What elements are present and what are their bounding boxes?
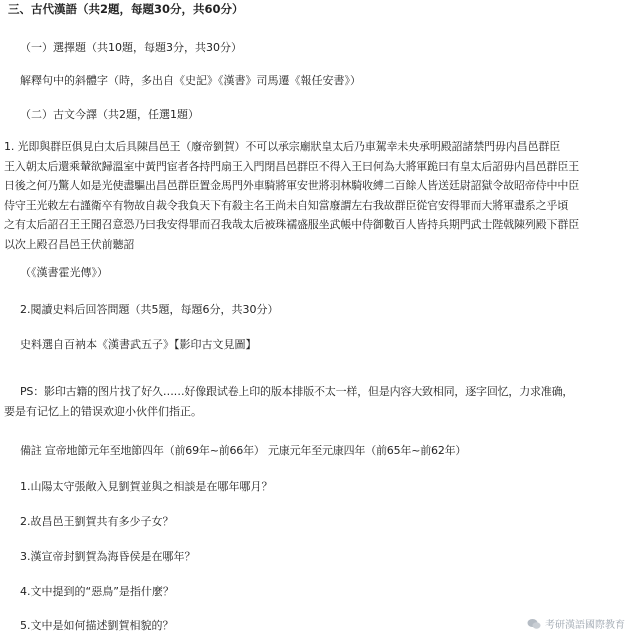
q2-source: 史料選自百衲本《漢書武五子》【影印古文見圖】	[20, 338, 257, 351]
part1-title: （一）選擇題（共10題，每題3分，共30分）	[20, 41, 242, 54]
question-5: 5.文中是如何描述劉賀相貌的？	[20, 619, 174, 632]
ps-line-1: PS：影印古籍的图片找了好久……好像跟试卷上印的版本排版不太一样，但是内容大致相同，逐字回忆，力求准确，	[20, 385, 574, 398]
watermark	[527, 616, 625, 631]
question-2: 2.故昌邑王劉賀共有多少子女？	[20, 515, 174, 528]
question-4: 4.文中提到的“惡鳥”是指什麼？	[20, 585, 174, 598]
watermark-text: 考研漢語國際教育	[545, 620, 625, 631]
passage-line: 日後之何乃驚人如是光使盡驅出昌邑群臣置金馬門外車騎將軍安世將羽林騎收縛二百餘人皆送廷尉詔獄令故昭帝侍中中臣	[4, 179, 580, 192]
passage-line: 1. 光即與群臣俱見白太后具陳昌邑王（廢帝劉賀）不可以承宗廟狀皇太后乃車駕幸未央承明殿詔諸禁門毋内昌邑群臣	[4, 140, 561, 153]
question-3: 3.漢宣帝封劉賀為海昏侯是在哪年？	[20, 550, 196, 563]
part2-title: （二）古文今譯（共2題，任選1題）	[20, 108, 199, 121]
passage-line: 王入朝太后還乘輦欲歸溫室中黃門宦者各持門扇王入門閉昌邑群臣不得入王曰何為大將軍跪曰有皇太后詔毋内昌邑群臣王	[4, 159, 580, 173]
passage-line: 侍守王光敕左右謹衛卒有物故自裁令我負天下有殺主名王尚未自知當廢謂左右我故群臣從官安得罪而大將軍盡系之乎頃	[4, 198, 569, 212]
passage-source: （《漢書霍光傳》）	[20, 266, 108, 279]
question-1: 1.山陽太守張敞入見劉賀並與之相談是在哪年哪月？	[20, 480, 273, 493]
section-heading: 三、古代漢語（共2題，每題30分，共60分）	[8, 2, 244, 16]
note: 備註 宣帝地節元年至地節四年（前69年~前66年） 元康元年至元康四年（前65年~前62年）	[20, 444, 467, 457]
q2-title: 2.閱讀史料后回答問題（共5題，每題6分，共30分）	[20, 303, 279, 316]
ps-line-2: 要是有记忆上的错误欢迎小伙伴们指正。	[4, 405, 202, 418]
wechat-icon	[527, 618, 541, 630]
passage-line: 以次上殿召昌邑王伏前聽詔	[4, 237, 135, 251]
part1-instruction: 解釋句中的斜體字（時，多出自《史記》《漢書》司馬遷《報任安書》）	[20, 74, 361, 87]
passage	[4, 137, 628, 254]
passage-line: 之有太后詔召王王聞召意恐乃曰我安得罪而召我哉太后被珠襦盛服坐武帳中侍御數百人皆持兵期門武士陛戟陳列殿下群臣	[4, 218, 580, 231]
